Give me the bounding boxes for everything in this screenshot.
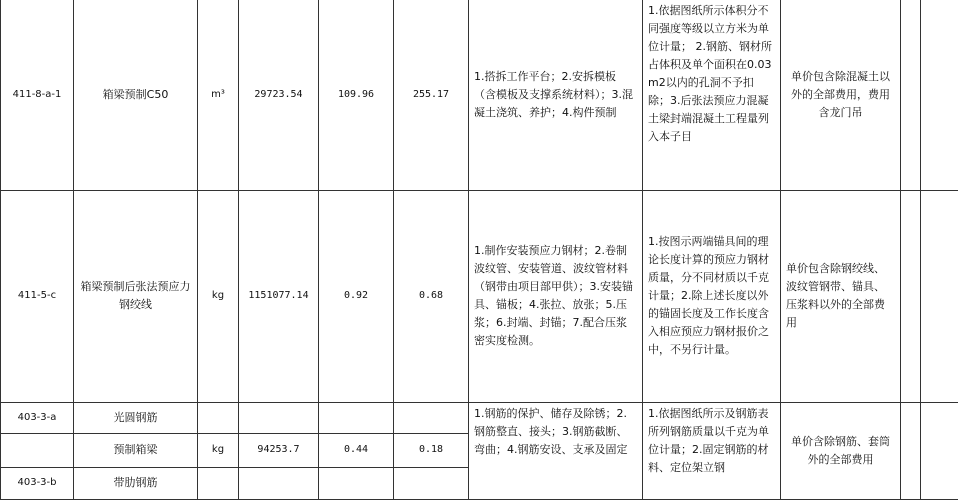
empty-cell [394, 402, 469, 433]
item-unit: m³ [198, 0, 239, 190]
table-row [1, 190, 958, 402]
item-code: 411-5-c [1, 190, 74, 402]
item-remark: 单价含除钢筋、套筒外的全部费用 [781, 402, 901, 499]
item-name: 箱梁预制后张法预应力钢绞线 [74, 190, 198, 402]
empty-cell [921, 402, 958, 499]
item-name: 带肋钢筋 [74, 467, 198, 499]
empty-cell [901, 402, 921, 499]
item-measurement-rule: 1.依据图纸所示及钢筋表所列钢筋质量以千克为单位计量；2.固定钢筋的材料、定位架立钢 [643, 402, 781, 499]
empty-cell [319, 402, 394, 433]
item-name: 光圆钢筋 [74, 402, 198, 433]
item-amount: 255.17 [394, 0, 469, 190]
item-work-content: 1.搭拆工作平台；2.安拆模板（含模板及支撑系统材料）；3.混凝土浇筑、养护；4.构件预制 [469, 0, 643, 190]
item-measurement-rule: 1.依据图纸所示体积分不同强度等级以立方米为单位计量； 2.钢筋、钢材所占体积及单个面积在0.03m2以内的孔洞不予扣除；3.后张法预应力混凝土梁封端混凝土工程量列入本子目 [643, 0, 781, 190]
item-unit: kg [198, 190, 239, 402]
item-quantity: 29723.54 [239, 0, 319, 190]
item-code: 411-8-a-1 [1, 0, 74, 190]
empty-cell [921, 190, 958, 402]
item-code: 403-3-b [1, 467, 74, 499]
empty-cell [394, 467, 469, 499]
empty-cell [239, 467, 319, 499]
empty-cell [1, 433, 74, 467]
item-amount: 0.18 [394, 433, 469, 467]
empty-cell [239, 402, 319, 433]
empty-cell [319, 467, 394, 499]
item-amount: 0.68 [394, 190, 469, 402]
table-row [1, 402, 958, 433]
empty-cell [901, 0, 921, 190]
empty-cell [198, 402, 239, 433]
item-work-content: 1.制作安装预应力钢材；2.卷制波纹管、安装管道、波纹管材料（钢带由项目部甲供）；3.安装锚具、锚板；4.张拉、放张；5.压浆；6.封端、封锚；7.配合压浆密实度检测。 [469, 190, 643, 402]
table-row [1, 0, 958, 190]
item-unit-price: 109.96 [319, 0, 394, 190]
item-remark: 单价包含除钢绞线、波纹管钢带、锚具、压浆料以外的全部费用 [781, 190, 901, 402]
item-code: 403-3-a [1, 402, 74, 433]
item-quantity: 94253.7 [239, 433, 319, 467]
empty-cell [198, 467, 239, 499]
item-unit: kg [198, 433, 239, 467]
item-unit-price: 0.92 [319, 190, 394, 402]
item-work-content: 1.钢筋的保护、储存及除锈；2.钢筋整直、接头；3.钢筋截断、弯曲；4.钢筋安设、支承及固定 [469, 402, 643, 499]
item-unit-price: 0.44 [319, 433, 394, 467]
item-name: 箱梁预制C50 [74, 0, 198, 190]
item-measurement-rule: 1.按图示两端锚具间的理论长度计算的预应力钢材质量，分不同材质以千克计量；2.除上述长度以外的锚固长度及工作长度含入相应预应力钢材报价之中，不另行计量。 [643, 190, 781, 402]
empty-cell [921, 0, 958, 190]
empty-cell [901, 190, 921, 402]
item-remark: 单价包含除混凝土以外的全部费用，费用含龙门吊 [781, 0, 901, 190]
item-name: 预制箱梁 [74, 433, 198, 467]
item-quantity: 1151077.14 [239, 190, 319, 402]
